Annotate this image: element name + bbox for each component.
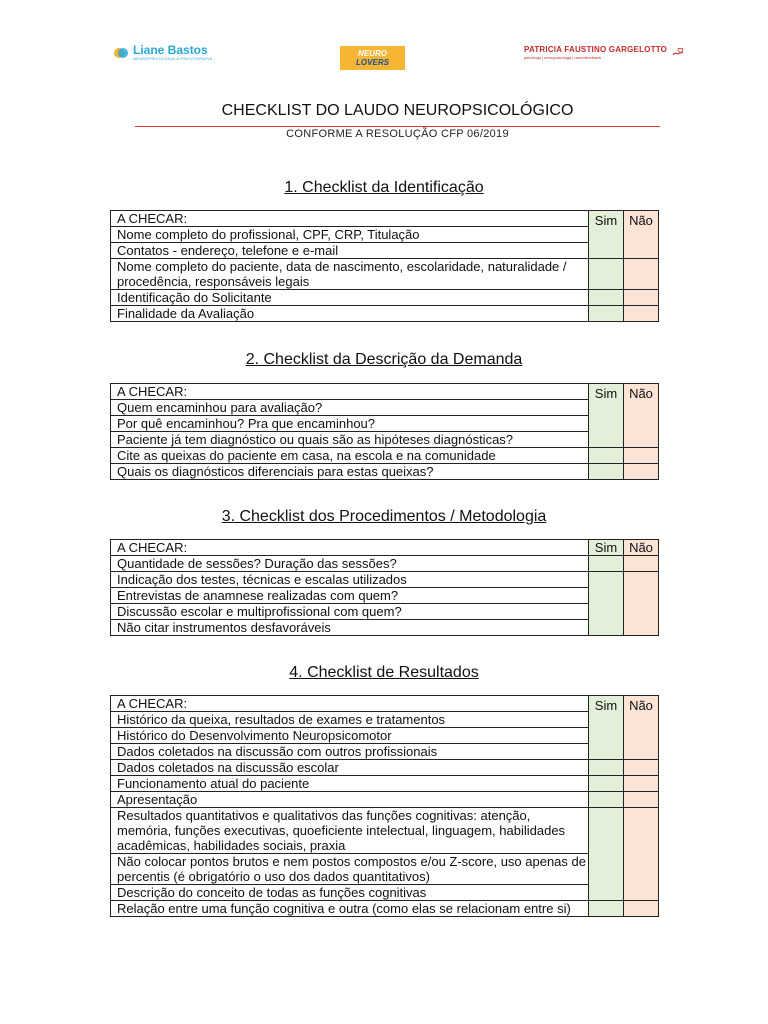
logo-liane-bastos — [113, 44, 212, 61]
check-header: A CHECAR: — [111, 211, 589, 227]
logo-left-name: Liane Bastos — [133, 43, 208, 57]
document-title: CHECKLIST DO LAUDO NEUROPSICOLÓGICO — [221, 102, 574, 119]
sim-checkbox[interactable] — [589, 290, 624, 306]
nao-column-header: Não — [624, 540, 659, 556]
section-4-title: 4. Checklist de Resultados — [289, 664, 479, 681]
checklist-item: Contatos - endereço, telefone e e-mail — [111, 243, 589, 259]
checklist-item: Identificação do Solicitante — [111, 290, 589, 306]
sim-checkbox[interactable] — [589, 306, 624, 322]
nao-column-header: Não — [624, 211, 659, 259]
hand-heart-icon — [671, 46, 685, 60]
checklist-item: Por quê encaminhou? Pra que encaminhou? — [111, 416, 589, 432]
sim-checkbox[interactable] — [589, 259, 624, 290]
checklist-item: Funcionamento atual do paciente — [111, 776, 589, 792]
checklist-item: Quantidade de sessões? Duração das sessões? — [111, 556, 589, 572]
checklist-item: Relação entre uma função cognitiva e outra (como elas se relacionam entre si) — [111, 901, 589, 917]
checklist-item: Quem encaminhou para avaliação? — [111, 400, 589, 416]
logo-patricia — [524, 46, 685, 60]
sim-column-header: Sim — [589, 211, 624, 259]
checklist-item: Dados coletados na discussão escolar — [111, 760, 589, 776]
checklist-item: Discussão escolar e multiprofissional com quem? — [111, 604, 589, 620]
sim-checkbox[interactable] — [589, 776, 624, 792]
brain-logo-icon — [113, 45, 129, 61]
checklist-item: Nome completo do profissional, CPF, CRP, Titulação — [111, 227, 589, 243]
title-divider — [135, 126, 660, 127]
logo-left-subtitle: NEUROPSICOLOGIA & PSICOTERAPIA — [133, 56, 213, 61]
logo-right-name: PATRICIA FAUSTINO GARGELOTTO — [524, 45, 668, 54]
sim-column-header: Sim — [589, 696, 624, 760]
checklist-item: Cite as queixas do paciente em casa, na escola e na comunidade — [111, 448, 589, 464]
checklist-item: Histórico do Desenvolvimento Neuropsicomotor — [111, 728, 589, 744]
nao-checkbox[interactable] — [624, 760, 659, 776]
check-header: A CHECAR: — [111, 696, 589, 712]
nao-checkbox[interactable] — [624, 259, 659, 290]
check-header: A CHECAR: — [111, 384, 589, 400]
checklist-item: Paciente já tem diagnóstico ou quais são as hipóteses diagnósticas? — [111, 432, 589, 448]
section-2-table — [110, 383, 659, 480]
nao-checkbox[interactable] — [624, 808, 659, 901]
checklist-item: Finalidade da Avaliação — [111, 306, 589, 322]
nao-checkbox[interactable] — [624, 290, 659, 306]
nao-checkbox[interactable] — [624, 792, 659, 808]
sim-checkbox[interactable] — [589, 808, 624, 901]
nao-checkbox[interactable] — [624, 901, 659, 917]
sim-column-header: Sim — [589, 384, 624, 448]
sim-column-header: Sim — [589, 540, 624, 556]
document-subtitle: CONFORME A RESOLUÇÃO CFP 06/2019 — [286, 128, 509, 140]
nao-checkbox[interactable] — [624, 776, 659, 792]
nao-checkbox[interactable] — [624, 572, 659, 636]
nao-checkbox[interactable] — [624, 556, 659, 572]
checklist-item: Histórico da queixa, resultados de exames e tratamentos — [111, 712, 589, 728]
nao-checkbox[interactable] — [624, 448, 659, 464]
checklist-item: Não citar instrumentos desfavoráveis — [111, 620, 589, 636]
sim-checkbox[interactable] — [589, 760, 624, 776]
checklist-item: Apresentação — [111, 792, 589, 808]
checklist-item: Não colocar pontos brutos e nem postos compostos e/ou Z-score, uso apenas de percentis (é obrigatório o uso dos dados quantitativos) — [111, 854, 589, 885]
section-4-table — [110, 695, 659, 917]
sim-checkbox[interactable] — [589, 448, 624, 464]
section-3-title: 3. Checklist dos Procedimentos / Metodologia — [221, 508, 547, 525]
nao-column-header: Não — [624, 696, 659, 760]
section-2-title: 2. Checklist da Descrição da Demanda — [245, 351, 523, 368]
checklist-item: Resultados quantitativos e qualitativos das funções cognitivas: atenção, memória, funções executivas, quoeficiente intelectual, linguagem, habilidades acadêmicas, habilidades sociais, praxia — [111, 808, 589, 854]
logo-mid-line2: LOVERS — [356, 58, 389, 67]
section-3-table — [110, 539, 659, 636]
nao-column-header: Não — [624, 384, 659, 448]
sim-checkbox[interactable] — [589, 464, 624, 480]
nao-checkbox[interactable] — [624, 464, 659, 480]
checklist-item: Descrição do conceito de todas as funções cognitivas — [111, 885, 589, 901]
sim-checkbox[interactable] — [589, 556, 624, 572]
sim-checkbox[interactable] — [589, 901, 624, 917]
logo-neuro-lovers — [340, 46, 405, 70]
check-header: A CHECAR: — [111, 540, 589, 556]
sim-checkbox[interactable] — [589, 792, 624, 808]
section-1-title: 1. Checklist da Identificação — [284, 179, 484, 196]
section-1-table — [110, 210, 659, 322]
checklist-item: Entrevistas de anamnese realizadas com quem? — [111, 588, 589, 604]
logo-mid-line1: NEURO — [358, 49, 387, 58]
logo-right-subtitle: psicóloga | neuropsicóloga | neurofeedback — [524, 55, 602, 60]
sim-checkbox[interactable] — [589, 572, 624, 636]
checklist-item: Nome completo do paciente, data de nascimento, escolaridade, naturalidade / procedência, responsáveis legais — [111, 259, 589, 290]
checklist-item: Dados coletados na discussão com outros profissionais — [111, 744, 589, 760]
checklist-item: Indicação dos testes, técnicas e escalas utilizados — [111, 572, 589, 588]
nao-checkbox[interactable] — [624, 306, 659, 322]
checklist-item: Quais os diagnósticos diferenciais para estas queixas? — [111, 464, 589, 480]
